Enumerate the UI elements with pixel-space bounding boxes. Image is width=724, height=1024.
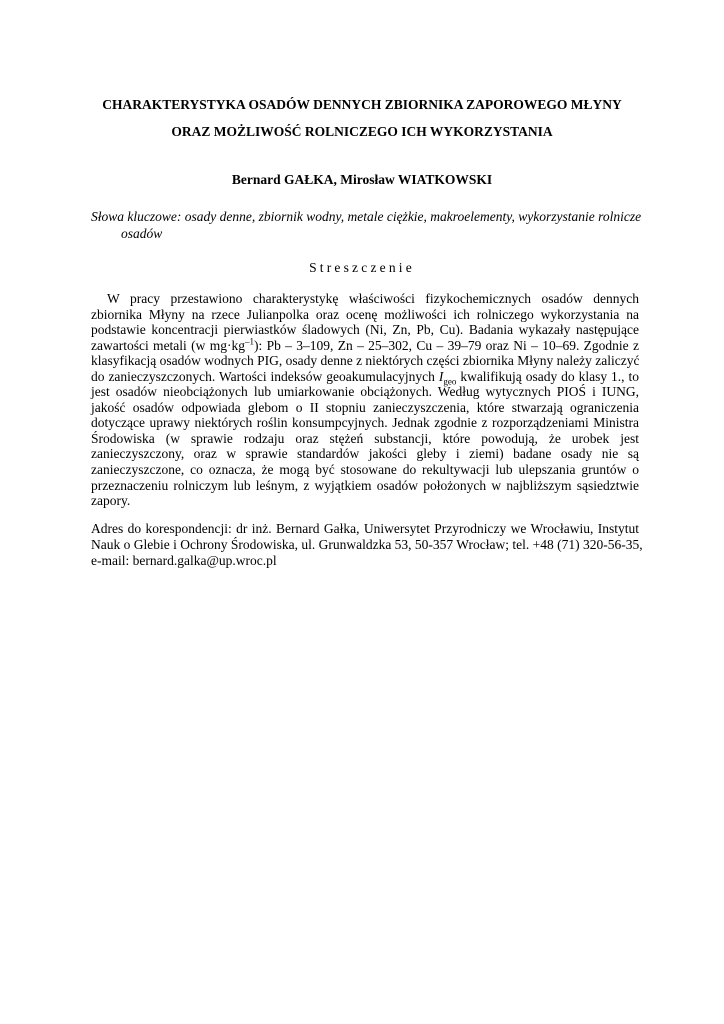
correspondence-line: Adres do korespondencji: dr inż. Bernard Gałka, Uniwersytet Przyrodniczy we Wrocławiu, Instytut xyxy=(91,521,639,536)
abstract-text-fragment: zawartości metali (w mg·kg xyxy=(91,337,245,353)
correspondence-email: e-mail: bernard.galka@up.wroc.pl xyxy=(91,552,277,568)
abstract-text-fragment: kwalifikują osady do klasy 1., to xyxy=(456,368,639,384)
abstract-text xyxy=(91,291,639,509)
abstract-line: zanieczyszczony, oraz w sprawie standardów jakości gleby i ziemi) badane osady nie są xyxy=(91,446,639,462)
abstract-text-fragment: ): Pb – 3–109, Zn – 25–302, Cu – 39–79 oraz Ni – 10–69. Zgodnie z xyxy=(253,337,639,353)
keywords-line-1: Słowa kluczowe: osady denne, zbiornik wodny, metale ciężkie, makroelementy, wykorzystanie rolnicze xyxy=(91,209,642,224)
abstract-line: jest osadów nieobciążonych lub umiarkowanie obciążonych. Według wytycznych PIOŚ i IUNG, xyxy=(91,384,639,400)
paper-title-line-2: ORAZ MOŻLIWOŚĆ ROLNICZEGO ICH WYKORZYSTANIA xyxy=(171,124,553,139)
paper-title xyxy=(90,91,634,145)
correspondence-line: Nauk o Glebie i Ochrony Środowiska, ul. Grunwaldzka 53, 50-357 Wrocław; tel. +48 (71) 320-56-35, xyxy=(91,536,643,552)
abstract-heading: Streszczenie xyxy=(309,260,415,275)
correspondence-address xyxy=(91,521,643,568)
abstract-line: przeznaczeniu rolniczym lub leśnym, z wyjątkiem osadów położonych w najbliższym sąsiedztwie xyxy=(91,477,639,493)
abstract-line xyxy=(91,338,639,354)
paper-title-line-1: CHARAKTERYSTYKA OSADÓW DENNYCH ZBIORNIKA ZAPOROWEGO MŁYNY xyxy=(102,97,622,112)
abstract-line: klasyfikacją osadów wodnych PIG, osady denne z niektórych części zbiornika Młyny należy zaliczyć xyxy=(91,353,640,369)
keywords-line-2: osadów xyxy=(121,226,163,241)
abstract-line: jakość osadów odpowiada glebom o II stopniu zanieczyszczenia, które stwarzają ograniczenia xyxy=(91,399,639,415)
abstract-line: zapory. xyxy=(91,493,131,509)
igeo-subscript: geo xyxy=(443,376,457,387)
abstract-text-fragment: do zanieczyszczonych. Wartości indeksów geoakumulacyjnych xyxy=(91,368,439,384)
abstract-line: zanieczyszczone, co oznacza, że mogą być stosowane do rekultywacji lub ulepszania gruntów o xyxy=(91,462,639,478)
abstract-line: podstawie koncentracji pierwiastków śladowych (Ni, Zn, Pb, Cu). Badania wykazały następujące xyxy=(91,322,639,338)
unit-exponent: –1 xyxy=(244,336,254,347)
abstract-line xyxy=(91,369,639,385)
abstract-line: dotyczące uprawy niektórych roślin konsumpcyjnych. Jednak zgodnie z rozporządzeniami Ministra xyxy=(91,415,639,431)
igeo-symbol: I xyxy=(438,368,444,384)
abstract-line: W pracy przestawiono charakterystykę właściwości fizykochemicznych osadów dennych xyxy=(107,291,639,306)
keywords xyxy=(91,208,669,242)
abstract-line: zbiornika Młyny na rzece Julianpolka oraz ocenę możliwości ich rolniczego wykorzystania na xyxy=(91,306,639,322)
abstract-line: Środowiska (w sprawie rodzaju oraz stężeń substancji, które powodują, że urobek jest xyxy=(91,430,639,446)
authors: Bernard GAŁKA, Mirosław WIATKOWSKI xyxy=(231,172,493,187)
